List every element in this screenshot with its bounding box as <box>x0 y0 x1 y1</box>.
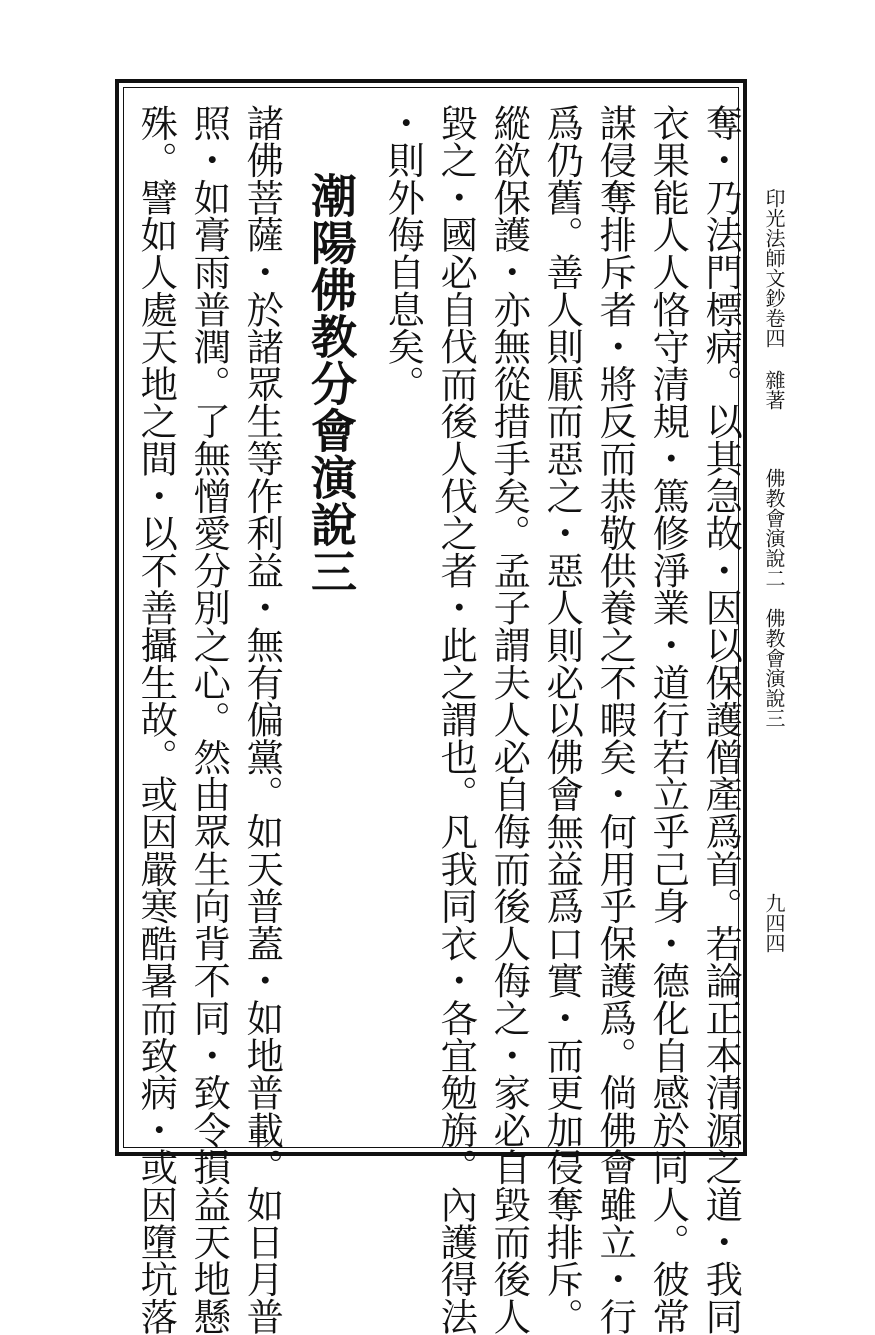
article-titles: 佛教會演說二 佛教會演說三 <box>762 468 786 728</box>
article-heading: 潮陽佛教分會演說三 <box>304 172 358 595</box>
text-column-3: 謀侵奪排斥者・將反而恭敬供養之不暇矣・何用乎保護爲。倘佛會雖立・行 <box>593 104 638 1335</box>
text-column-7: ・則外侮自息矣。 <box>381 104 426 403</box>
text-column-4: 爲仍舊。善人則厭而惡之・惡人則必以佛會無益爲口實・而更加侵奪排斥。 <box>540 104 585 1335</box>
section-label: 雜著 <box>762 370 786 410</box>
page-number: 九四四 <box>762 893 786 953</box>
text-column-10: 殊。譬如人處天地之間・以不善攝生故。或因嚴寒酷暑而致病・或因墮坑落 <box>134 104 179 1335</box>
book-title: 印光法師文鈔卷四 <box>762 188 786 348</box>
text-column-6: 毀之・國必自伐而後人伐之者・此之謂也。凡我同衣・各宜勉旃。內護得法 <box>434 104 479 1335</box>
text-column-2: 衣果能人人恪守清規・篤修淨業・道行若立乎己身・德化自感於同人。彼常 <box>646 104 691 1335</box>
text-column-8: 諸佛菩薩・於諸眾生等作利益・無有偏黨。如天普蓋・如地普載。如日月普 <box>240 104 285 1335</box>
text-column-1: 奪・乃法門標病。以其急故・因以保護僧產爲首。若論正本清源之道・我同 <box>699 104 744 1335</box>
text-column-5: 縱欲保護・亦無從措手矣。孟子謂夫人必自侮而後人侮之・家必自毀而後人 <box>487 104 532 1335</box>
text-column-9: 照・如膏雨普潤。了無憎愛分別之心。然由眾生向背不同・致令損益天地懸 <box>187 104 232 1335</box>
